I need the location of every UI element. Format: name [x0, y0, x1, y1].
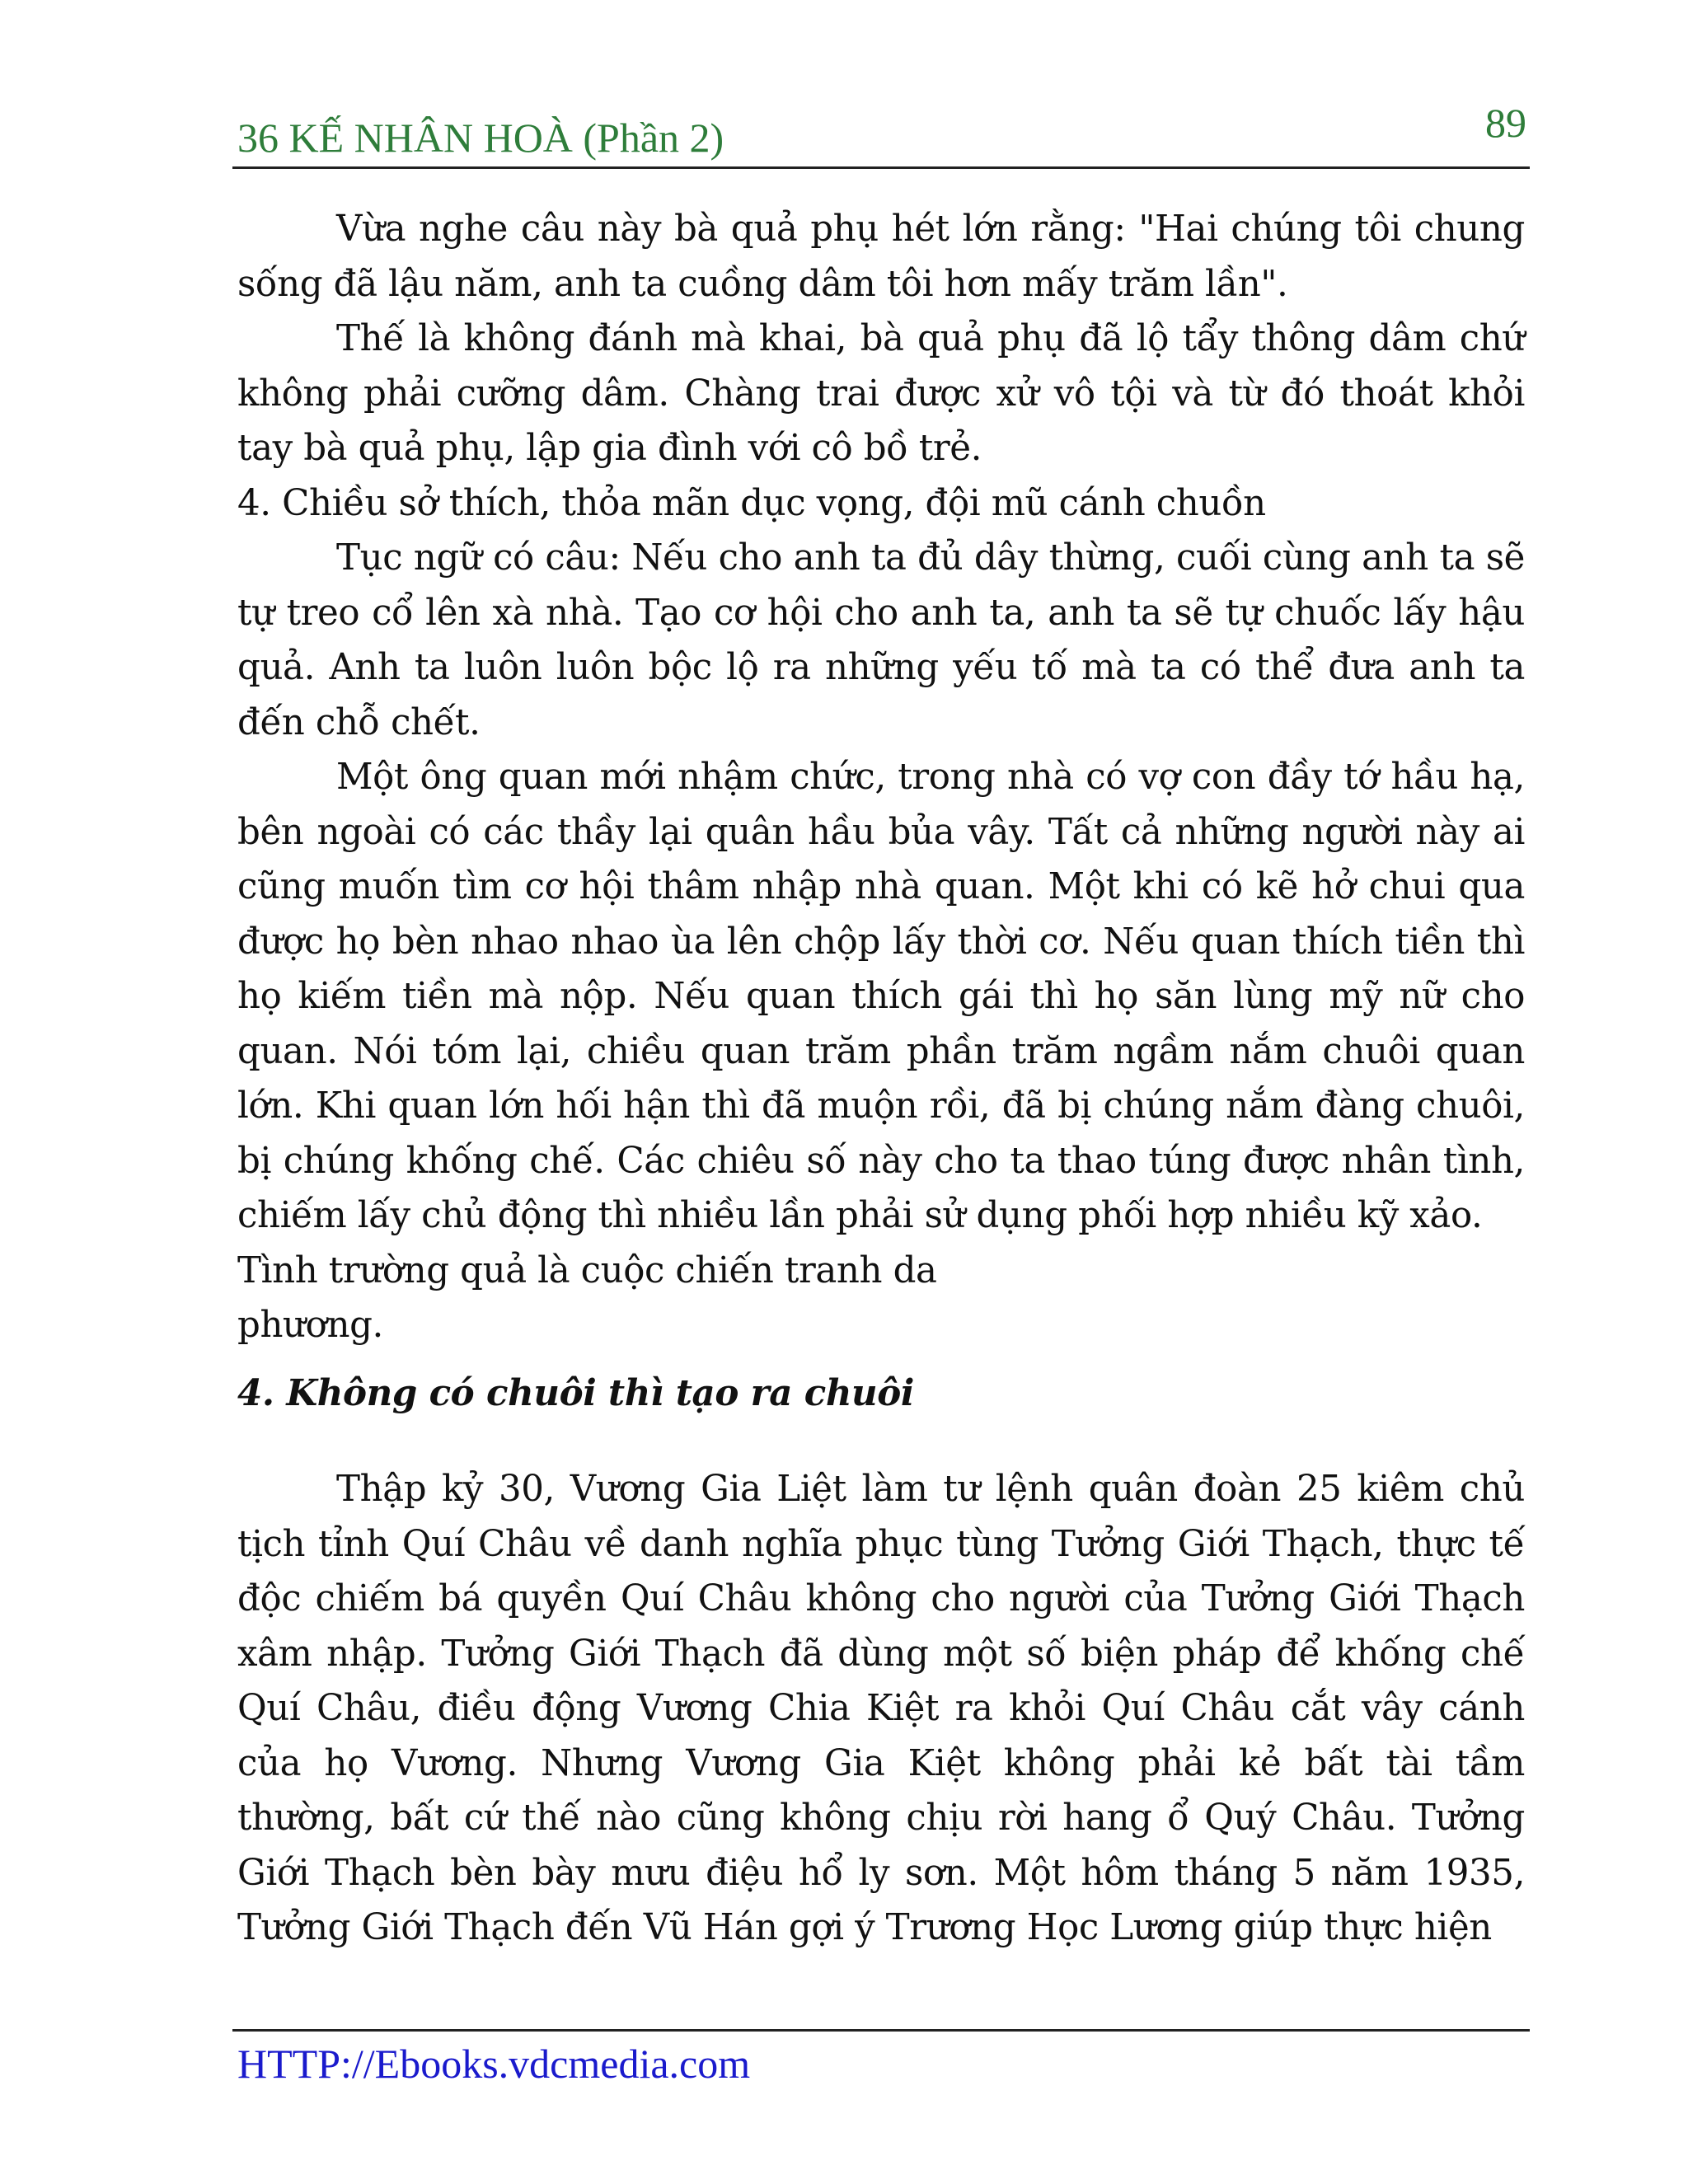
page-number: 89 [1485, 100, 1526, 146]
paragraph-fragment: phương. [237, 1305, 383, 1346]
paragraph: Vừa nghe câu này bà quả phụ hét lớn rằng: "Hai chúng tôi chung sống đã lậu năm, anh ta cuồng dâm tôi hơn mấy trăm lần". [237, 209, 1525, 305]
paragraph: Một ông quan mới nhậm chức, trong nhà có vợ con đầy tớ hầu hạ, bên ngoài có các thầy lại quân hầu bủa vây. Tất cả những người này ai cũng muốn tìm cơ hội thâm nhập nhà quan. Một khi có kẽ hở chui qua được họ bèn nhao nhao ùa lên chộp lấy thời cơ. Nếu quan thích tiền thì họ kiếm tiền mà nộp. Nếu quan thích gái thì họ săn lùng mỹ nữ cho quan. Nói tóm lại, chiều quan trăm phần trăm ngầm nắm chuôi quan lớn. Khi quan lớn hối hận thì đã muộn rồi, đã bị chúng nắm đàng chuôi, bị chúng khống chế. Các chiêu số này cho ta thao túng được nhân tình, chiếm lấy chủ động thì nhiều lần phải sử dụng phối hợp nhiều kỹ xảo. [237, 757, 1525, 1236]
page-footer [232, 2029, 1530, 2088]
paragraph: Thập kỷ 30, Vương Gia Liệt làm tư lệnh quân đoàn 25 kiêm chủ tịch tỉnh Quí Châu về danh nghĩa phục tùng Tưởng Giới Thạch, thực tế độc chiếm bá quyền Quí Châu không cho người của Tưởng Giới Thạch xâm nhập. Tưởng Giới Thạch đã dùng một số biện pháp để khống chế Quí Châu, điều động Vương Chia Kiệt ra khỏi Quí Châu cắt vây cánh của họ Vương. Nhưng Vương Gia Kiệt không phải kẻ bất tài tầm thường, bất cứ thế nào cũng không chịu rời hang ổ Quý Châu. Tưởng Giới Thạch bèn bày mưu điệu hổ ly sơn. Một hôm tháng 5 năm 1935, Tưởng Giới Thạch đến Vũ Hán gợi ý Trương Học Lương giúp thực hiện [237, 1469, 1525, 1948]
footer-link[interactable]: HTTP://Ebooks.vdcmedia.com [237, 2041, 751, 2087]
book-title: 36 KẾ NHÂN HOÀ (Phần 2) [237, 115, 724, 161]
page-body [237, 202, 1525, 1956]
paragraph-fragment: Tình trường quả là cuộc chiến tranh da [237, 1249, 937, 1291]
section-heading: 4. Không có chuôi thì tạo ra chuôi [237, 1371, 915, 1414]
list-heading: 4. Chiều sở thích, thỏa mãn dục vọng, đội mũ cánh chuồn [237, 482, 1266, 524]
page-header [232, 97, 1530, 169]
paragraph: Thế là không đánh mà khai, bà quả phụ đã lộ tẩy thông dâm chứ không phải cưỡng dâm. Chàng trai được xử vô tội và từ đó thoát khỏi tay bà quả phụ, lập gia đình với cô bồ trẻ. [237, 318, 1525, 469]
paragraph: Tục ngữ có câu: Nếu cho anh ta đủ dây thừng, cuối cùng anh ta sẽ tự treo cổ lên xà nhà. Tạo cơ hội cho anh ta, anh ta sẽ tự chuốc lấy hậu quả. Anh ta luôn luôn bộc lộ ra những yếu tố mà ta có thể đưa anh ta đến chỗ chết. [237, 537, 1525, 743]
